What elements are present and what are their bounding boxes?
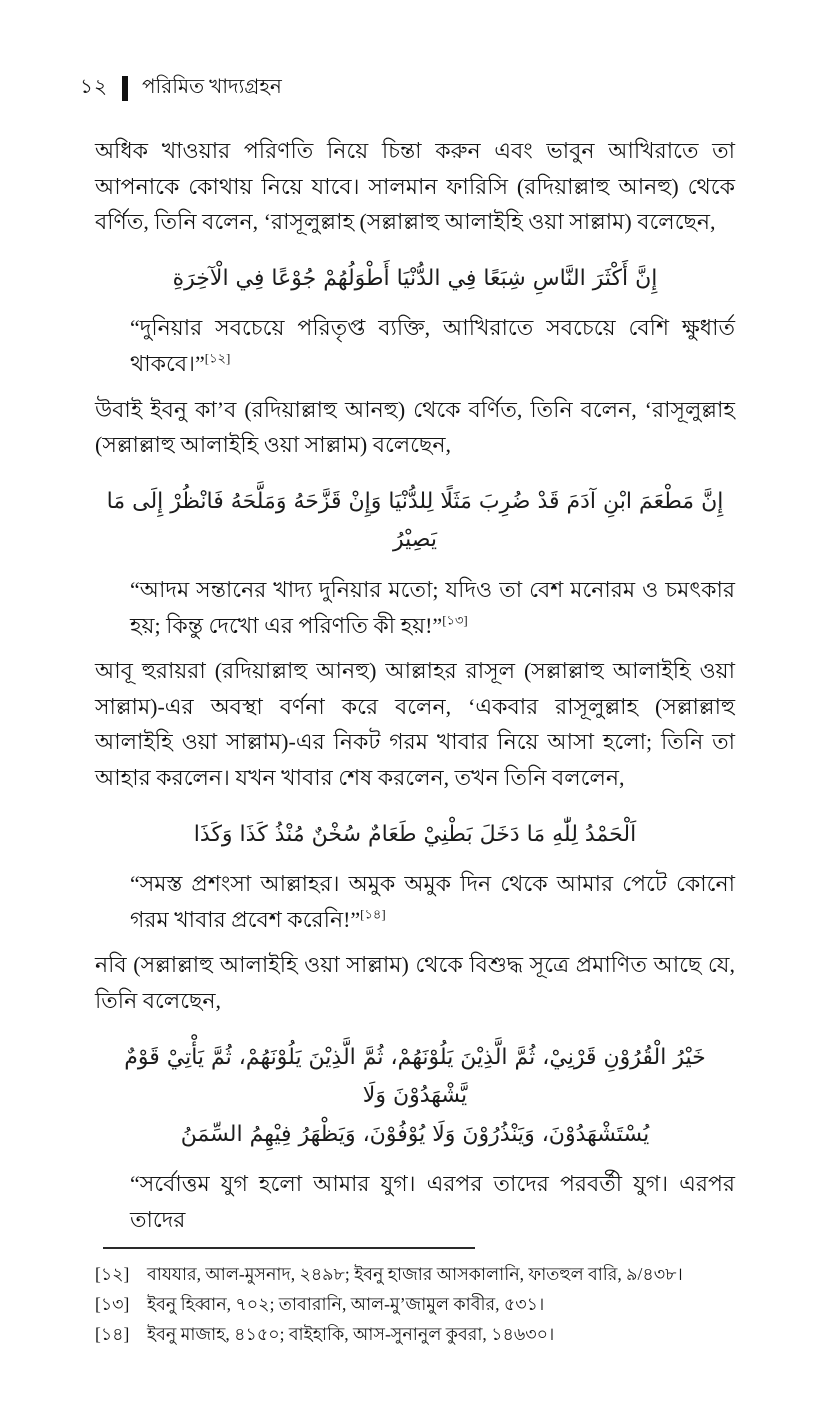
footnote-marker: [১৩] bbox=[95, 1293, 130, 1314]
footnote-ref-13: [১৩] bbox=[442, 612, 468, 628]
arabic-dua-3: اَلْحَمْدُ لِلّٰهِ مَا دَخَلَ بَطْنِيْ طَعَامٌ سُخْنٌ مُنْذُ كَذَا وَكَذَا bbox=[193, 821, 637, 847]
footnote-divider-line bbox=[103, 1247, 475, 1249]
arabic-hadith-1: إِنَّ أَكْثَرَ النَّاسِ شِبَعًا فِي الدُّنْيَا أَطْوَلُهُمْ جُوْعًا فِي الْآخِرَةِ bbox=[172, 265, 658, 291]
paragraph-salman-farisi: অধিক খাওয়ার পরিণতি নিয়ে চিন্তা করুন এবং ভাবুন আখিরাতে তা আপনাকে কোথায় নিয়ে যাবে। সালমান ফারিসি (রদিয়াল্লাহু আনহু) থেকে বর্ণিত, তিনি বলেন, ‘রাসূলুল্লাহ (সল্লাল্লাহু আলাইহি ওয়া সাল্লাম) বলেছেন, bbox=[95, 138, 735, 235]
footnotes-section bbox=[95, 1247, 735, 1402]
arabic-hadith-4 bbox=[95, 1039, 735, 1155]
running-title: পরিমিত খাদ্যগ্রহন bbox=[141, 76, 282, 98]
footnote-marker: [১২] bbox=[95, 1264, 130, 1285]
translation-quote-3 bbox=[95, 866, 735, 937]
footnote-ref-14: [১৪] bbox=[360, 906, 386, 922]
arabic-hadith-2: إِنَّ مَطْعَمَ ابْنِ آدَمَ قَدْ ضُرِبَ مَثَلًا لِلدُّنْيَا وَإِنْ قَزَّحَهُ وَمَلَّحَهُ فَانْظُرْ إِلَى مَا يَصِيْرُ bbox=[106, 488, 724, 553]
running-header bbox=[80, 72, 735, 105]
arabic-hadith-4-line1: خَيْرُ الْقُرُوْنِ قَرْنِيْ، ثُمَّ الَّذِيْنَ يَلُوْنَهُمْ، ثُمَّ الَّذِيْنَ يَلُوْنَهُمْ، ثُمَّ يَأْتِيْ قَوْمٌ يَّشْهَدُوْنَ وَلَا bbox=[124, 1044, 706, 1109]
paragraph-abu-hurayra: আবূ হুরায়রা (রদিয়াল্লাহু আনহু) আল্লাহর রাসূল (সল্লাল্লাহু আলাইহি ওয়া সাল্লাম)-এর অবস্থা বর্ণনা করে বলেন, ‘একবার রাসূলুল্লাহ (সল্লাল্লাহু আলাইহি ওয়া সাল্লাম)-এর নিকট গরম খাবার নিয়ে আসা হলো; তিনি তা আহার করলেন। যখন খাবার শেষ করলেন, তখন তিনি বললেন, bbox=[95, 658, 735, 790]
paragraph-ubai-ibn-kab: উবাই ইবনু কা’ব (রদিয়াল্লাহু আনহু) থেকে বর্ণিত, তিনি বলেন, ‘রাসূলুল্লাহ (সল্লাল্লাহু আলাইহি ওয়া সাল্লাম) বলেছেন, bbox=[95, 396, 735, 458]
translation-quote-2 bbox=[95, 572, 735, 643]
header-divider-bar bbox=[122, 76, 128, 101]
footnote-ref-12: [১২] bbox=[204, 350, 231, 366]
quote-4-text: “সর্বোত্তম যুগ হলো আমার যুগ। এরপর তাদের পরবর্তী যুগ। এরপর তাদের bbox=[130, 1171, 735, 1232]
footnote-item-13 bbox=[95, 1291, 735, 1318]
quote-3-text: “সমস্ত প্রশংসা আল্লাহর। অমুক অমুক দিন থেকে আমার পেটে কোনো গরম খাবার প্রবেশ করেনি!” bbox=[130, 871, 735, 932]
footnote-text: বাযযার, আল-মুসনাদ, ২৪৯৮; ইবনু হাজার আসকালানি, ফাতহুল বারি, ৯/৪৩৮। bbox=[147, 1264, 683, 1285]
footnote-item-12 bbox=[95, 1261, 735, 1288]
footnote-text: ইবনু হিব্বান, ৭০২; তাবারানি, আল-মু’জামুল কাবীর, ৫৩১। bbox=[147, 1293, 545, 1314]
quote-1-text: “দুনিয়ার সবচেয়ে পরিতৃপ্ত ব্যক্তি, আখিরাতে সবচেয়ে বেশি ক্ষুধার্ত থাকবে।” bbox=[130, 315, 735, 376]
footnote-marker: [১৪] bbox=[95, 1323, 130, 1344]
quote-2-text: “আদম সন্তানের খাদ্য দুনিয়ার মতো; যদিও তা বেশ মনোরম ও চমৎকার হয়; কিন্তু দেখো এর পরিণতি কী হয়!” bbox=[130, 576, 735, 638]
paragraph-nabi-sahih: নবি (সল্লাল্লাহু আলাইহি ওয়া সাল্লাম) থেকে বিশুদ্ধ সূত্রে প্রমাণিত আছে যে, তিনি বলেছেন, bbox=[95, 952, 735, 1013]
arabic-hadith-4-line2: يُسْتَشْهَدُوْنَ، وَيَنْذُرُوْنَ وَلَا يُوْفُوْنَ، وَيَظْهَرُ فِيْهِمُ السِّمَنُ bbox=[180, 1121, 650, 1147]
footnote-text: ইবনু মাজাহ, ৪১৫০; বাইহাকি, আস-সুনানুল কুবরা, ১৪৬৩০। bbox=[147, 1323, 555, 1344]
footnote-item-14 bbox=[95, 1321, 735, 1348]
translation-quote-1 bbox=[95, 310, 735, 381]
translation-quote-4 bbox=[95, 1166, 735, 1237]
page-number: ১২ bbox=[80, 76, 108, 98]
